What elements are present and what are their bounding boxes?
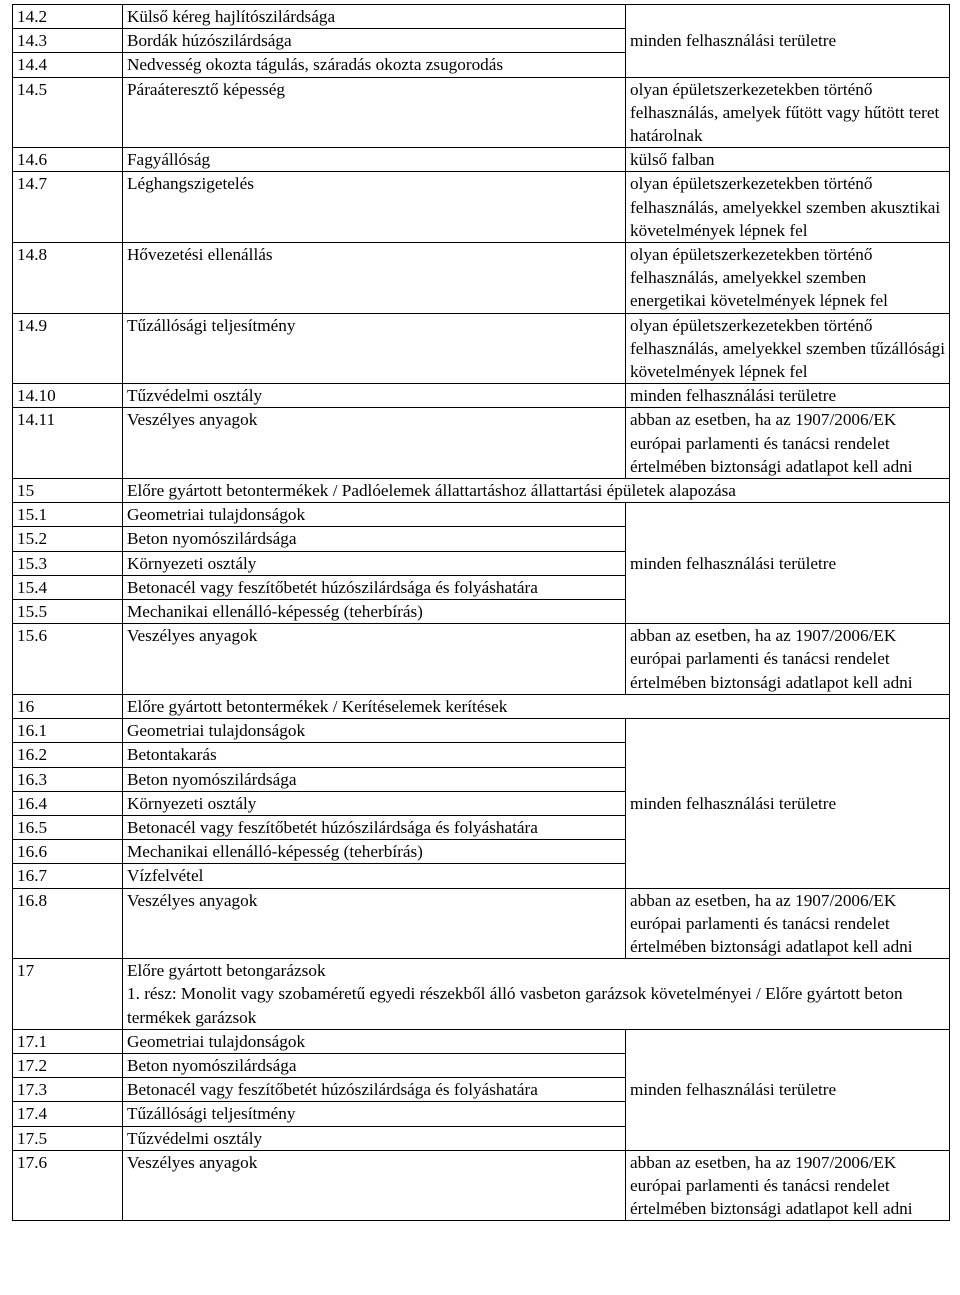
application-scope: olyan épületszerkezetekben történő felhasználás, amelyek fűtött vagy hűtött teret határolnak [626,77,950,148]
table-row [13,503,950,527]
application-scope: abban az esetben, ha az 1907/2006/EK európai parlamenti és tanácsi rendelet értelmében biztonsági adatlapot kell adni [626,408,950,479]
property-name: Betonacél vagy feszítőbetét húzószilárdsága és folyáshatára [123,575,626,599]
property-name: Veszélyes anyagok [123,408,626,479]
document-page [12,4,949,1221]
section-header-row [13,479,950,503]
application-scope: minden felhasználási területre [626,1029,950,1150]
row-number: 16.6 [13,840,123,864]
section-title-text: Előre gyártott betontermékek / Padlóelemek állattartáshoz állattartási épületek alapozása [127,481,736,501]
property-name: Betonacél vagy feszítőbetét húzószilárdsága és folyáshatára [123,815,626,839]
property-name: Geometriai tulajdonságok [123,503,626,527]
row-number: 16.7 [13,864,123,888]
application-scope: olyan épületszerkezetekben történő felhasználás, amelyekkel szemben energetikai követelmények lépnek fel [626,243,950,314]
table-row [13,408,950,479]
row-number: 16.1 [13,719,123,743]
row-number: 14.4 [13,53,123,77]
property-name: Veszélyes anyagok [123,624,626,695]
application-scope: abban az esetben, ha az 1907/2006/EK európai parlamenti és tanácsi rendelet értelmében biztonsági adatlapot kell adni [626,624,950,695]
table-row [13,719,950,743]
property-name: Vízfelvétel [123,864,626,888]
row-number: 14.11 [13,408,123,479]
table-row [13,5,950,29]
row-number: 14.2 [13,5,123,29]
row-number: 15.5 [13,600,123,624]
property-name: Külső kéreg hajlítószilárdsága [123,5,626,29]
row-number: 14.8 [13,243,123,314]
property-name: Környezeti osztály [123,791,626,815]
application-scope: olyan épületszerkezetekben történő felhasználás, amelyekkel szemben akusztikai követelmények lépnek fel [626,172,950,243]
row-number: 17.3 [13,1078,123,1102]
row-number: 17.5 [13,1126,123,1150]
property-name: Tűzvédelmi osztály [123,1126,626,1150]
row-number: 16.8 [13,888,123,959]
requirements-table [12,4,950,1221]
property-name: Mechanikai ellenálló-képesség (teherbírás) [123,840,626,864]
table-row [13,384,950,408]
row-number: 14.9 [13,313,123,384]
application-scope: minden felhasználási területre [626,719,950,888]
row-number: 17.4 [13,1102,123,1126]
property-name: Hővezetési ellenállás [123,243,626,314]
row-number: 14.5 [13,77,123,148]
property-name: Tűzállósági teljesítmény [123,313,626,384]
property-name: Beton nyomószilárdsága [123,1053,626,1077]
row-number: 14.7 [13,172,123,243]
row-number: 15.2 [13,527,123,551]
row-number: 16.5 [13,815,123,839]
requirements-table-body [13,5,950,1221]
table-row [13,243,950,314]
table-row [13,77,950,148]
section-title [123,479,950,503]
row-number: 15.4 [13,575,123,599]
row-number: 17 [13,959,123,1030]
row-number: 17.1 [13,1029,123,1053]
property-name: Veszélyes anyagok [123,1150,626,1221]
table-row [13,148,950,172]
application-scope: minden felhasználási területre [626,503,950,624]
table-row [13,172,950,243]
row-number: 14.10 [13,384,123,408]
property-name: Léghangszigetelés [123,172,626,243]
property-name: Betontakarás [123,743,626,767]
row-number: 15.3 [13,551,123,575]
application-scope: minden felhasználási területre [626,5,950,78]
row-number: 16.4 [13,791,123,815]
section-title-text: Előre gyártott betongarázsok [127,961,326,981]
property-name: Mechanikai ellenálló-képesség (teherbírás) [123,600,626,624]
table-row [13,1029,950,1053]
property-name: Környezeti osztály [123,551,626,575]
property-name: Betonacél vagy feszítőbetét húzószilárdsága és folyáshatára [123,1078,626,1102]
property-name: Beton nyomószilárdsága [123,767,626,791]
application-scope: abban az esetben, ha az 1907/2006/EK európai parlamenti és tanácsi rendelet értelmében biztonsági adatlapot kell adni [626,1150,950,1221]
section-header-row [13,959,950,1030]
property-name: Veszélyes anyagok [123,888,626,959]
application-scope: külső falban [626,148,950,172]
property-name: Beton nyomószilárdsága [123,527,626,551]
section-header-row [13,694,950,718]
row-number: 15.6 [13,624,123,695]
application-scope: minden felhasználási területre [626,384,950,408]
property-name: Fagyállóság [123,148,626,172]
property-name: Tűzállósági teljesítmény [123,1102,626,1126]
property-name: Bordák húzószilárdsága [123,29,626,53]
property-name: Geometriai tulajdonságok [123,719,626,743]
row-number: 14.6 [13,148,123,172]
row-number: 14.3 [13,29,123,53]
section-subtitle: 1. rész: Monolit vagy szobaméretű egyedi részekből álló vasbeton garázsok követelményei / Előre gyártott beton termékek garázsok [127,984,903,1027]
row-number: 17.2 [13,1053,123,1077]
row-number: 16 [13,694,123,718]
application-scope: olyan épületszerkezetekben történő felhasználás, amelyekkel szemben tűzállósági követelmények lépnek fel [626,313,950,384]
property-name: Tűzvédelmi osztály [123,384,626,408]
table-row [13,888,950,959]
section-title-text: Előre gyártott betontermékek / Kerítéselemek kerítések [127,696,508,716]
property-name: Páraáteresztő képesség [123,77,626,148]
table-row [13,624,950,695]
property-name: Nedvesség okozta tágulás, száradás okozta zsugorodás [123,53,626,77]
table-row [13,313,950,384]
row-number: 15 [13,479,123,503]
row-number: 17.6 [13,1150,123,1221]
application-scope: abban az esetben, ha az 1907/2006/EK európai parlamenti és tanácsi rendelet értelmében biztonsági adatlapot kell adni [626,888,950,959]
section-title [123,694,950,718]
row-number: 16.3 [13,767,123,791]
row-number: 15.1 [13,503,123,527]
row-number: 16.2 [13,743,123,767]
property-name: Geometriai tulajdonságok [123,1029,626,1053]
section-title [123,959,950,1030]
table-row [13,1150,950,1221]
